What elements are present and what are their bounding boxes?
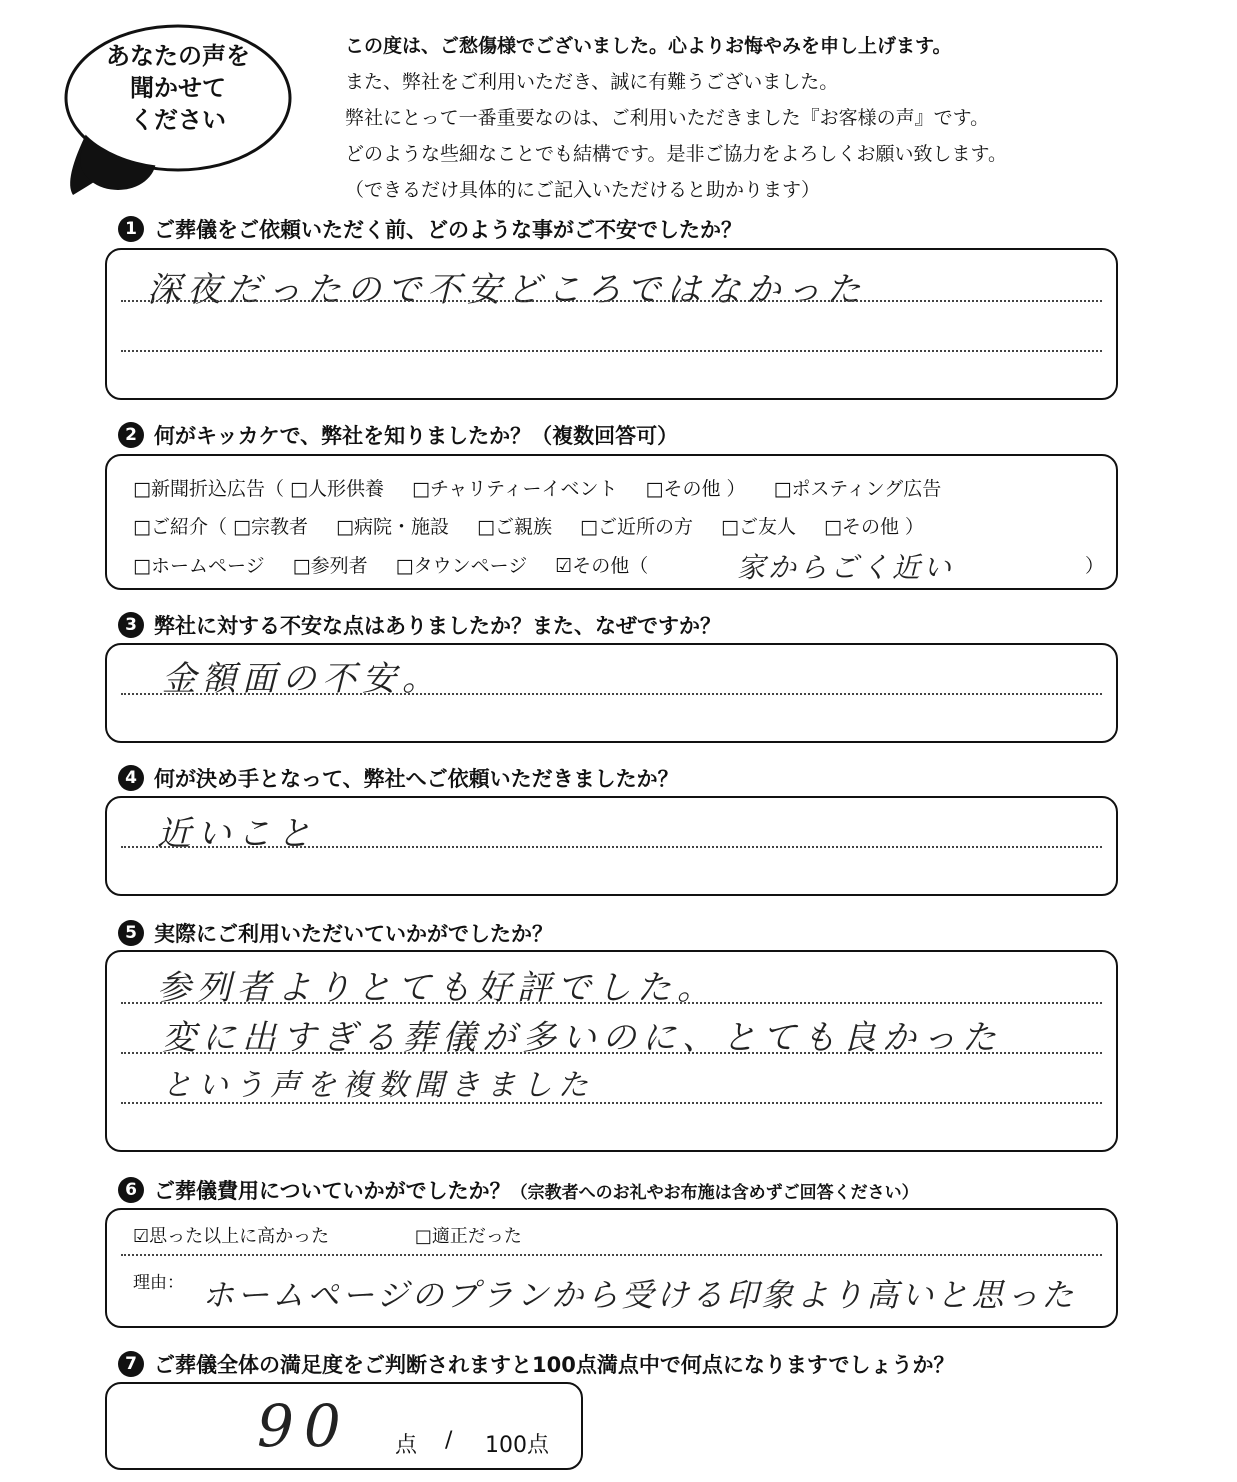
question-number: 6: [118, 1177, 144, 1203]
score-slash: /: [445, 1428, 453, 1453]
checkbox-option[interactable]: □参列者: [292, 555, 368, 577]
handwritten-answer: 金額面の不安。: [162, 659, 442, 699]
question-text: ご葬儀をご依頼いただく前、どのような事がご不安でしたか？: [154, 218, 742, 242]
question-1: [118, 214, 742, 244]
intro-line: どのような些細なことでも結構です。是非ご協力をよろしくお願い致します。: [345, 143, 1007, 165]
dotted-line: [121, 1102, 1102, 1104]
dotted-line: [121, 1002, 1102, 1004]
options-row-3: [133, 551, 652, 578]
checkbox-option[interactable]: □その他 ）: [645, 478, 746, 500]
handwritten-answer: 深夜だったので不安どころではなかった: [147, 270, 867, 310]
score-max: 100点: [485, 1433, 549, 1458]
dotted-line: [121, 693, 1102, 695]
handwritten-answer: ホームページのプランから受ける印象より高いと思った: [202, 1276, 1077, 1314]
checkbox-option-checked[interactable]: ☑思った以上に高かった: [133, 1226, 330, 1247]
question-5: [118, 918, 553, 948]
question-number: 3: [118, 612, 144, 638]
answer-box-6[interactable]: [105, 1208, 1118, 1328]
handwritten-score: 90: [257, 1392, 351, 1460]
question-number: 1: [118, 216, 144, 242]
question-text: 何がキッカケで、弊社を知りましたか？（複数回答可）: [154, 424, 679, 448]
question-3: [118, 610, 721, 640]
checkbox-option[interactable]: □ご近所の方: [580, 516, 693, 538]
checkbox-option[interactable]: □チャリティーイベント: [412, 478, 618, 500]
question-number: 4: [118, 765, 144, 791]
options-row-2: [133, 512, 946, 539]
answer-box-5[interactable]: [105, 950, 1118, 1152]
handwritten-answer: という声を複数聞きました: [162, 1068, 594, 1103]
close-paren: ）: [1085, 555, 1105, 577]
intro-line: （できるだけ具体的にご記入いただけると助かります）: [345, 179, 821, 201]
checkbox-option[interactable]: □タウンページ: [395, 555, 528, 577]
bubble-line: ください: [130, 106, 226, 134]
answer-box-3[interactable]: [105, 643, 1118, 743]
question-number: 7: [118, 1351, 144, 1377]
score-box[interactable]: [105, 1382, 583, 1470]
answer-box-4[interactable]: [105, 796, 1118, 896]
checkbox-option[interactable]: □ご紹介（ □宗教者: [133, 516, 308, 538]
speech-bubble: [58, 20, 298, 210]
score-unit: 点: [395, 1433, 418, 1458]
bubble-line: 聞かせて: [130, 74, 226, 102]
question-2: [118, 420, 678, 450]
checkbox-option[interactable]: □新聞折込広告（ □人形供養: [133, 478, 384, 500]
checkbox-option[interactable]: □ホームページ: [133, 555, 265, 577]
question-7: [118, 1349, 954, 1379]
handwritten-answer: 近いこと: [157, 814, 317, 854]
dotted-line: [121, 300, 1102, 302]
checkbox-option[interactable]: □ご親族: [477, 516, 552, 538]
reason-label: 理由：: [133, 1273, 184, 1293]
checkbox-option[interactable]: □病院・施設: [336, 516, 449, 538]
handwritten-answer: 変に出すぎる葬儀が多いのに、とても良かった: [162, 1018, 1002, 1058]
question-number: 5: [118, 920, 144, 946]
intro-line: また、弊社をご利用いただき、誠に有難うございました。: [345, 71, 839, 93]
question-text: ご葬儀全体の満足度をご判断されますと100点満点中で何点になりますでしょうか？: [154, 1353, 955, 1377]
dotted-line: [121, 1052, 1102, 1054]
question-4: [118, 763, 679, 793]
question-text: ご葬儀費用についていかがでしたか？: [154, 1179, 511, 1203]
options-row-1: [133, 474, 963, 501]
question-text: 実際にご利用いただいていかがでしたか？: [154, 922, 553, 946]
answer-box-1[interactable]: [105, 248, 1118, 400]
handwritten-answer: 参列者よりとても好評でした。: [157, 968, 717, 1008]
question-6: [118, 1175, 919, 1205]
dotted-line: [121, 846, 1102, 848]
intro-line: 弊社にとって一番重要なのは、ご利用いただきました『お客様の声』です。: [345, 107, 990, 129]
checkbox-option-checked[interactable]: ☑その他（: [555, 555, 649, 577]
question-text: 何が決め手となって、弊社へご依頼いただきましたか？: [154, 767, 679, 791]
handwritten-answer: 家からごく近い: [737, 551, 955, 584]
checkbox-option[interactable]: □その他 ）: [824, 516, 924, 538]
checkbox-option[interactable]: □適正だった: [414, 1226, 522, 1247]
checkbox-option[interactable]: □ご友人: [721, 516, 796, 538]
options-row: [133, 1222, 544, 1248]
intro-text: [345, 28, 1225, 208]
dotted-line: [121, 350, 1102, 352]
dotted-line: [121, 1254, 1102, 1256]
checkbox-option[interactable]: □ポスティング広告: [773, 478, 942, 500]
answer-box-2[interactable]: [105, 454, 1118, 590]
question-number: 2: [118, 422, 144, 448]
intro-line: この度は、ご愁傷様でございました。心よりお悔やみを申し上げます。: [345, 35, 952, 57]
bubble-line: あなたの声を: [106, 42, 250, 70]
question-note: （宗教者へのお礼やお布施は含めずご回答ください）: [510, 1182, 919, 1203]
question-text: 弊社に対する不安な点はありましたか？また、なぜですか？: [154, 614, 721, 638]
